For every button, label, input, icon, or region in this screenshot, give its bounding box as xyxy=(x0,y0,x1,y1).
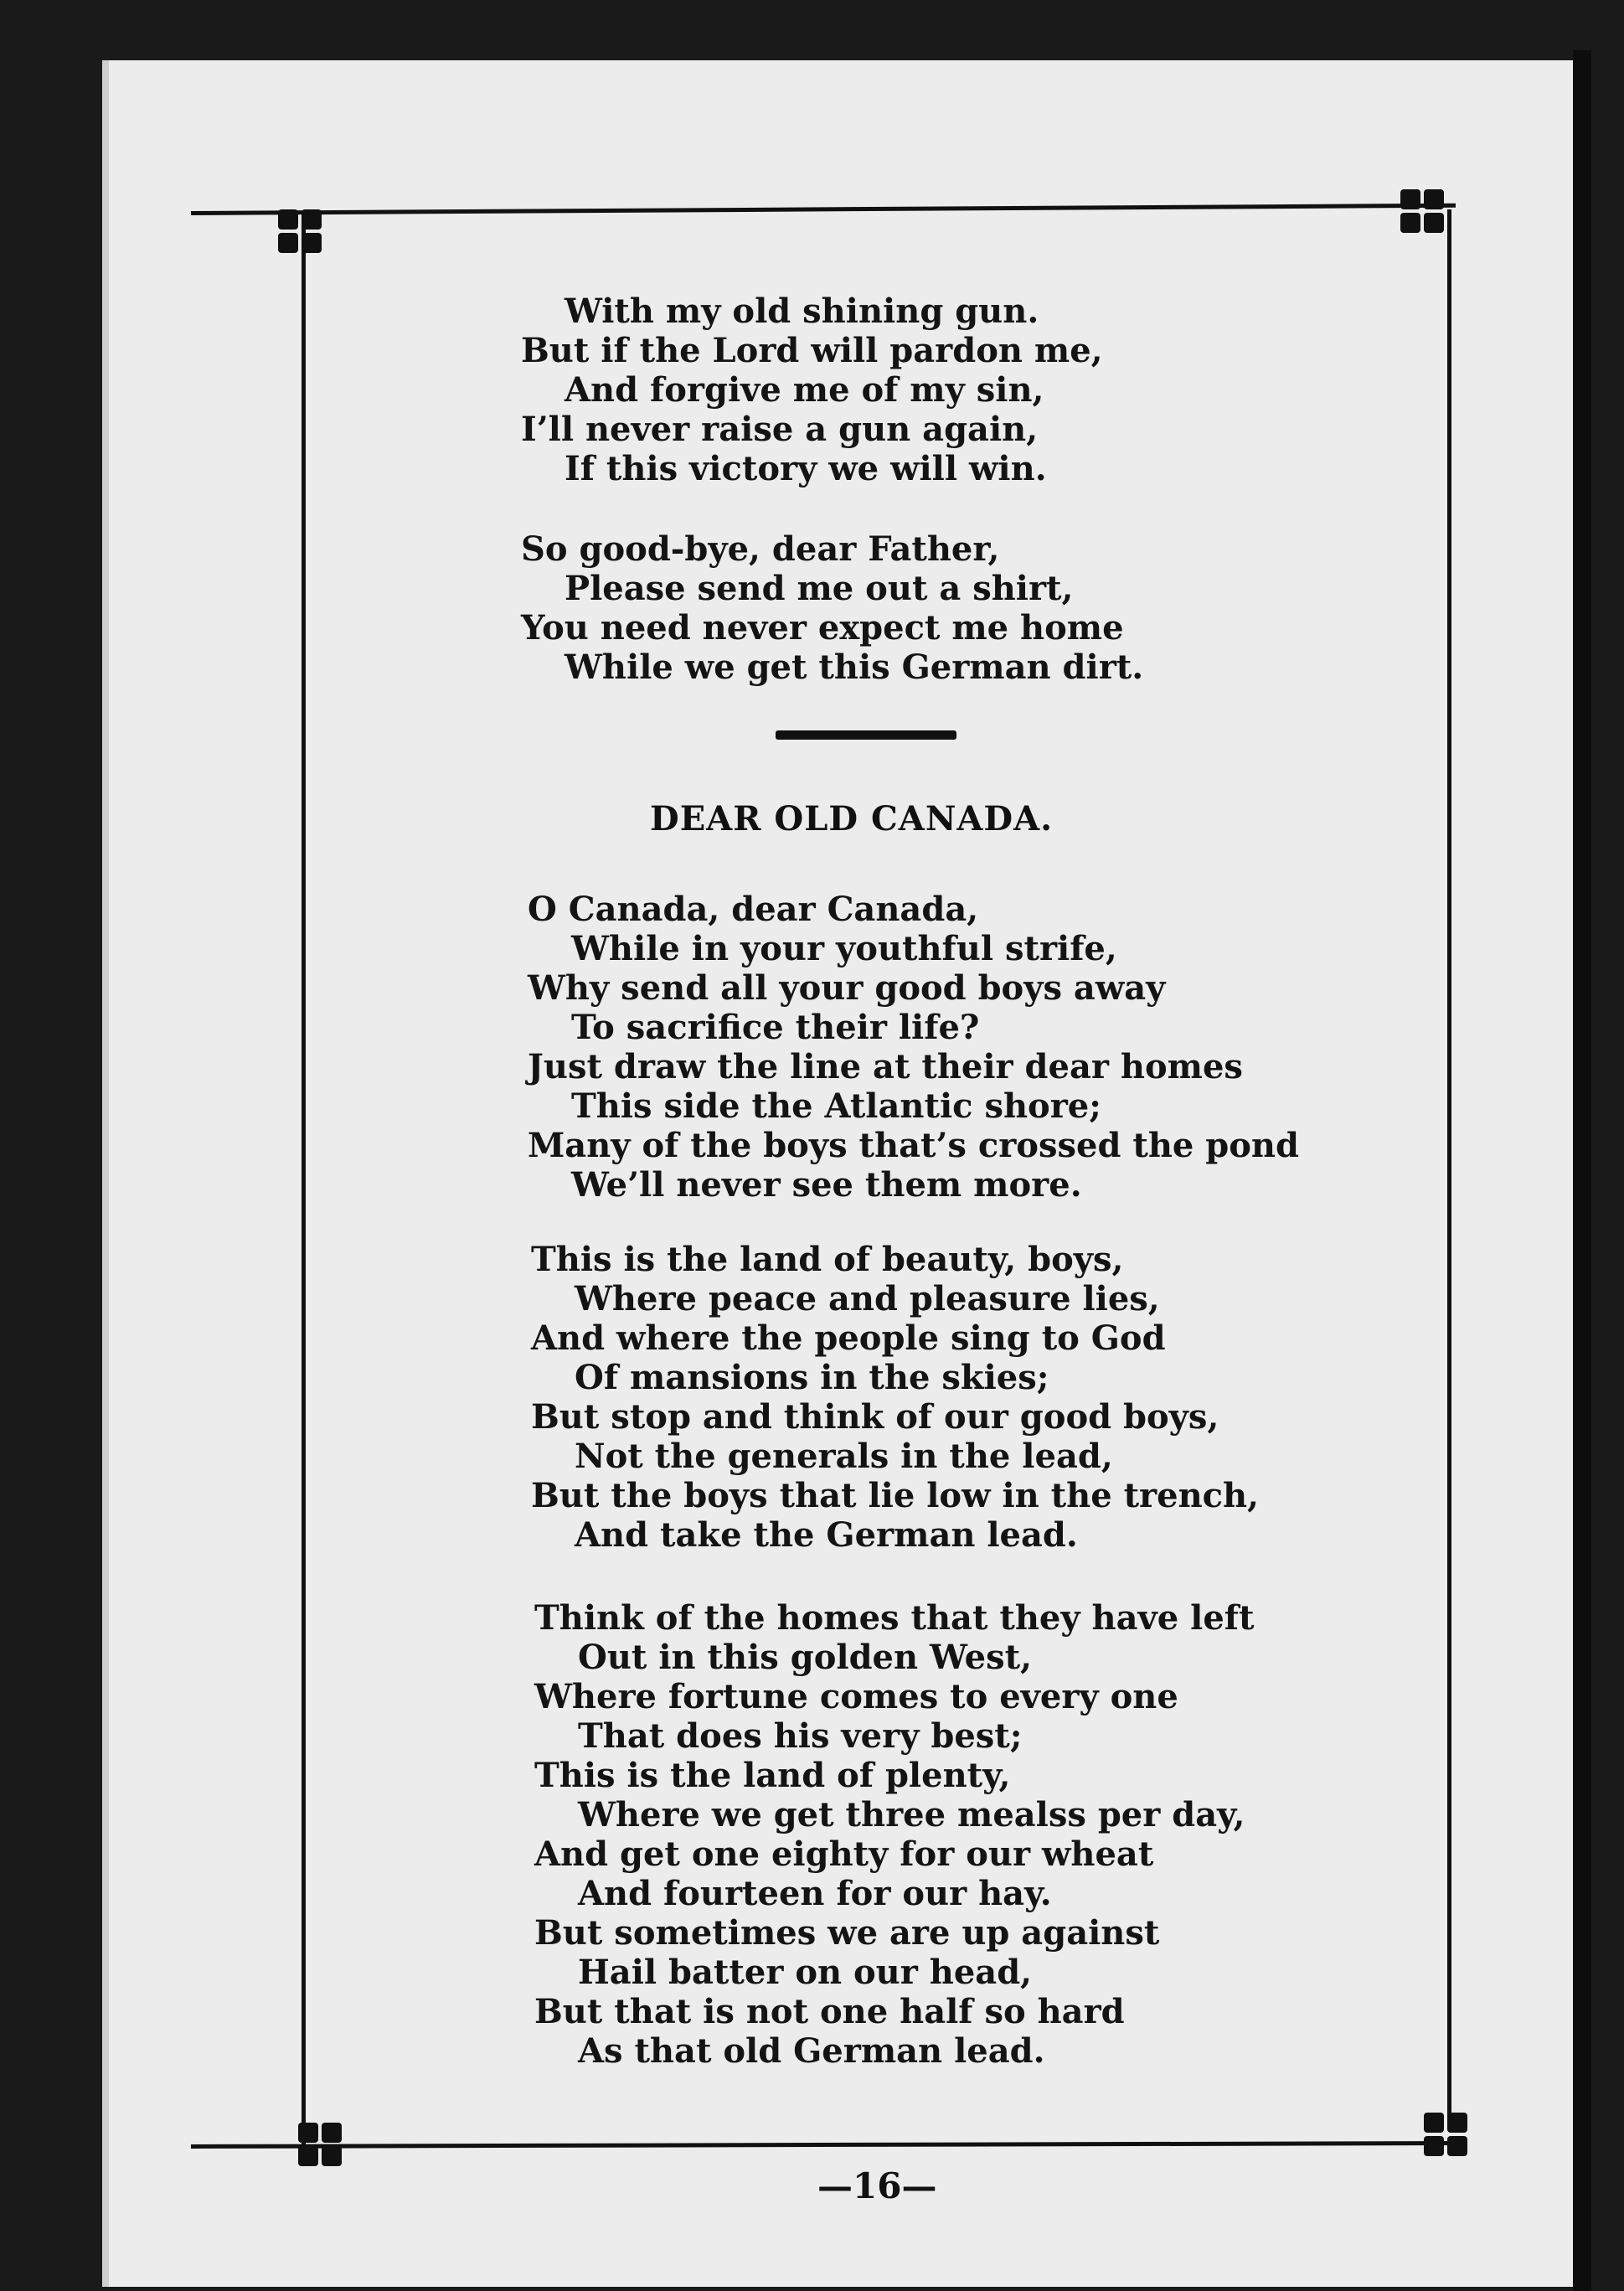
poem-line: Where peace and pleasure lies, xyxy=(575,1279,1160,1318)
poem-line: But stop and think of our good boys, xyxy=(531,1397,1219,1437)
poem-line: You need never expect me home xyxy=(521,608,1124,648)
poem-line: I’ll never raise a gun again, xyxy=(521,410,1039,449)
poem-line: And where the people sing to God xyxy=(531,1318,1166,1358)
poem-line: To sacrifice their life? xyxy=(571,1008,980,1047)
poem-line: And take the German lead. xyxy=(575,1515,1078,1555)
poem-stanza xyxy=(534,1598,1255,2071)
poem-line: But sometimes we are up against xyxy=(534,1913,1160,1953)
poem-stanza xyxy=(521,292,1103,488)
poem-line: That does his very best; xyxy=(578,1716,1023,1756)
poem-line: This is the land of plenty, xyxy=(534,1756,1011,1795)
poem-line: Where fortune comes to every one xyxy=(534,1677,1178,1716)
poem-line: Many of the boys that’s crossed the pond xyxy=(528,1126,1299,1165)
poem-line: Hail batter on our head, xyxy=(578,1953,1033,1992)
poem-line: Please send me out a shirt, xyxy=(565,569,1074,608)
poem-line: While we get this German dirt. xyxy=(565,648,1144,687)
poem-stanza xyxy=(521,529,1143,687)
poem-line: O Canada, dear Canada, xyxy=(528,890,979,929)
poem-stanza xyxy=(531,1240,1259,1555)
poem-line: Think of the homes that they have left xyxy=(534,1598,1255,1638)
poem-line: Where we get three mealss per day, xyxy=(578,1795,1245,1834)
poem-line: While in your youthful strife, xyxy=(571,929,1117,968)
poem-line: So good-bye, dear Father, xyxy=(521,529,1000,569)
poem-line: Why send all your good boys away xyxy=(528,968,1166,1008)
poem-line: We’ll never see them more. xyxy=(571,1165,1082,1205)
poem-line: But that is not one half so hard xyxy=(534,1992,1125,2031)
poem-stanza xyxy=(528,890,1299,1205)
poem-line: Of mansions in the skies; xyxy=(575,1358,1049,1397)
poem-line: Out in this golden West, xyxy=(578,1638,1033,1677)
poem-title: DEAR OLD CANADA. xyxy=(650,799,1054,838)
poem-line: This side the Atlantic shore; xyxy=(571,1086,1102,1126)
poem-line: This is the land of beauty, boys, xyxy=(531,1240,1124,1279)
poem-line: Not the generals in the lead, xyxy=(575,1437,1113,1476)
poem-line: But if the Lord will pardon me, xyxy=(521,331,1103,370)
poem-line: But the boys that lie low in the trench, xyxy=(531,1476,1260,1515)
page-number: —16— xyxy=(817,2165,937,2206)
poem-line: Just draw the line at their dear homes xyxy=(528,1047,1243,1086)
section-divider xyxy=(776,730,956,740)
poem-line: And fourteen for our hay. xyxy=(578,1874,1052,1913)
poem-line: And get one eighty for our wheat xyxy=(534,1834,1154,1874)
poem-line: And forgive me of my sin, xyxy=(565,370,1044,410)
poem-line: If this victory we will win. xyxy=(565,449,1047,488)
poem-line: As that old German lead. xyxy=(578,2031,1045,2071)
poem-line: With my old shining gun. xyxy=(565,292,1039,331)
